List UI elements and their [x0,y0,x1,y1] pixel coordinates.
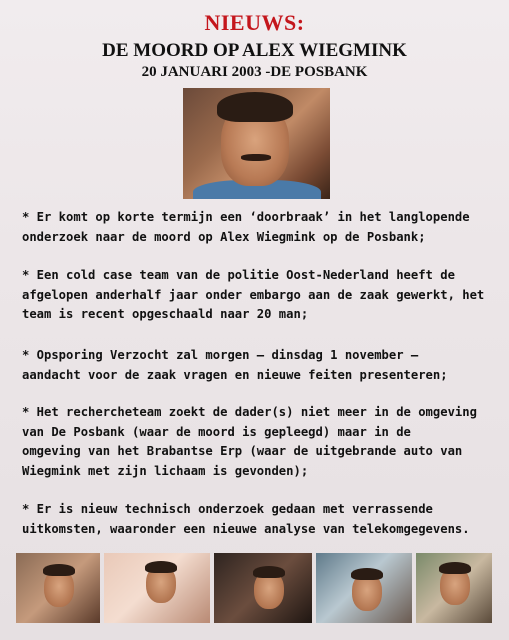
photo-strip [16,553,492,625]
bullet-technical-research: * Er is nieuw technisch onderzoek gedaan met verrassende uitkomsten, waaronder een nieuwe analyse van telekomgegevens. [22,502,470,536]
photo-thumb-1 [16,553,100,623]
photo-thumb-5 [416,553,492,623]
photo-thumb-4 [316,553,412,623]
headline-date-location: 20 JANUARI 2003 -DE POSBANK [141,64,368,80]
bullet-breakthrough: * Er komt op korte termijn een ‘doorbraak’ in het langlopende onderzoek naar de moord op Alex Wiegmink op de Posbank; [22,210,470,244]
portrait-mustache [241,154,271,161]
bullet-opsporing-verzocht: * Opsporing Verzocht zal morgen – dinsdag 1 november – aandacht voor de zaak vragen en nieuwe feiten presenteren; [22,348,448,382]
victim-portrait-photo [183,88,330,199]
bullet-investigation-location: * Het rechercheteam zoekt de dader(s) niet meer in de omgeving van De Posbank (waar de moord is gepleegd) maar in de omgeving van het Brabantse Erp (waar de uitgebrande auto van Wiegmink met zijn lichaam is gevonden); [22,405,477,478]
photo-thumb-2 [104,553,210,623]
portrait-hair [217,92,293,122]
photo-thumb-3 [214,553,312,623]
news-kicker: NIEUWS: [204,10,305,35]
bullet-cold-case-team: * Een cold case team van de politie Oost-Nederland heeft de afgelopen anderhalf jaar onder embargo aan de zaak gewerkt, het team is recent opgeschaald naar 20 man; [22,268,485,321]
headline-title: DE MOORD OP ALEX WIEGMINK [102,40,407,61]
